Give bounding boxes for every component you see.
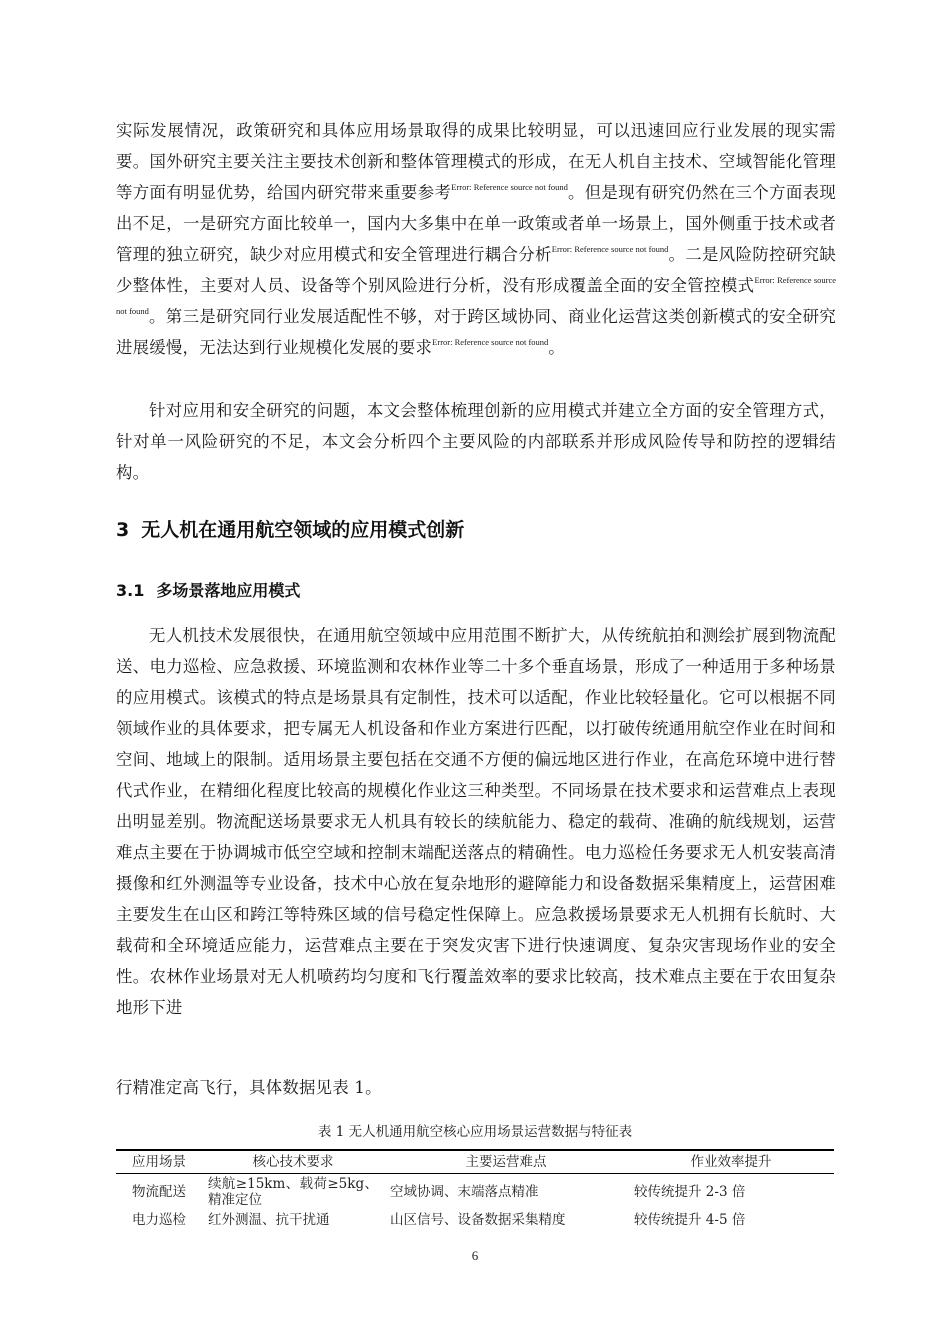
table-caption: 表 1 无人机通用航空核心应用场景运营数据与特征表 [317,1124,633,1140]
subsection-number: 3.1 [116,581,145,600]
paragraph-table-ref: 行精准定高飞行，具体数据见表 1。 [116,1078,382,1097]
paragraph-text: 。 [548,338,565,357]
paragraph-approach: 针对应用和安全研究的问题，本文会整体梳理创新的应用模式并建立全方面的安全管理方式，针对单一风险研究的不足，本文会分析四个主要风险的内部联系并形成风险传导和防控的逻辑结构。 [116,401,836,482]
table-cell: 较传统提升 4-5 倍 [634,1212,746,1228]
column-header: 作业效率提升 [628,1150,834,1174]
reference-error-note: Error: Reference source not found [432,337,549,347]
subsection-title: 多场景落地应用模式 [156,581,301,600]
paragraph-research-gaps [116,115,836,363]
section-title: 无人机在通用航空领域的应用模式创新 [141,519,465,541]
reference-error-note: Error: Reference source not found [451,182,568,192]
table-cell: 较传统提升 2-3 倍 [634,1184,746,1200]
column-header: 主要运营难点 [384,1150,628,1174]
reference-error-note: Error: Reference source not found [116,275,836,316]
table-header-row [116,1150,834,1174]
table-cell: 空域协调、末端落点精准 [390,1184,539,1200]
data-table [116,1149,834,1230]
paragraph-multi-scenario: 无人机技术发展很快，在通用航空领域中应用范围不断扩大，从传统航拍和测绘扩展到物流配送、电力巡检、应急救援、环境监测和农林作业等二十多个垂直场景，形成了一种适用于多种场景的应用模式。该模式的特点是场景具有定制性，技术可以适配，作业比较轻量化。它可以根据不同领域作业的具体要求，把专属无人机设备和作业方案进行匹配，以打破传统通用航空作业在时间和空间、地域上的限制。适用场景主要包括在交通不方便的偏远地区进行作业，在高危环境中进行替代式作业，在精细化程度比较高的规模化作业这三种类型。不同场景在技术要求和运营难点上表现出明显差别。物流配送场景要求无人机具有较长的续航能力、稳定的载荷、准确的航线规划，运营难点主要在于协调城市低空空域和控制末端配送落点的精确性。电力巡检任务要求无人机安装高清摄像和红外测温等专业设备，技术中心放在复杂地形的避障能力和设备数据采集精度上，运营困难主要发生在山区和跨江等特殊区域的信号稳定性保障上。应急救援场景要求无人机拥有长航时、大载荷和全环境适应能力，运营难点主要在于突发灾害下进行快速调度、复杂灾害现场作业的安全性。农林作业场景对无人机喷药均匀度和飞行覆盖效率的要求比较高，技术难点主要在于农田复杂地形下进 [116,626,836,1017]
section-heading-3 [116,515,464,545]
table-cell: 红外测温、抗干扰通 [208,1212,330,1228]
table-cell: 山区信号、设备数据采集精度 [390,1212,566,1228]
paragraph-text: 。二是风险防控研究缺少整体性，主要对人员、设备等个别风险进行分析，没有形成覆盖全面的安全管控模式 [116,245,837,295]
reference-error-note: Error: Reference source not found [551,244,669,254]
table-cell: 物流配送 [132,1184,186,1200]
page-number: 6 [471,1248,479,1263]
column-header: 核心技术要求 [202,1150,384,1174]
paragraph-text: 。第三是研究同行业发展适配性不够，对于跨区域协同、商业化运营这类创新模式的安全研究进展缓慢，无法达到行业规模化发展的要求 [116,307,836,357]
paragraph-text: 。但是现有研究仍然在三个方面表现出不足，一是研究方面比较单一，国内大多集中在单一政策或者单一场景上，国外侧重于技术或者管理的独立研究，缺少对应用模式和安全管理进行耦合分析 [116,183,837,264]
table-cell: 电力巡检 [132,1212,186,1228]
table-row [116,1210,834,1230]
column-header: 应用场景 [116,1150,202,1174]
subsection-heading-3-1 [116,578,300,604]
paragraph-text: 实际发展情况，政策研究和具体应用场景取得的成果比较明显，可以迅速回应行业发展的现实需要。国外研究主要关注主要技术创新和整体管理模式的形成，在无人机自主技术、空域智能化管理等方面有明显优势，给国内研究带来重要参考 [116,121,836,202]
table-cell: 续航≥15km、载荷≥5kg、精准定位 [208,1176,378,1208]
table-row [116,1174,834,1211]
section-number: 3 [116,519,130,541]
